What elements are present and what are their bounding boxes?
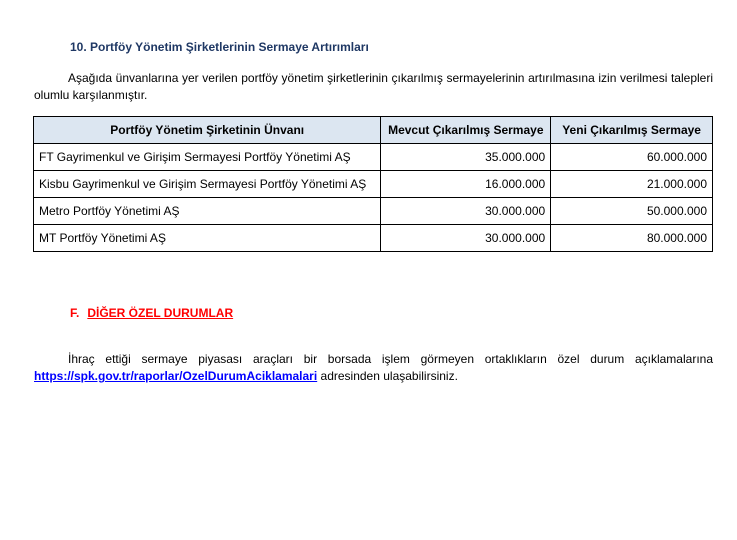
table-row <box>34 198 713 225</box>
table-row <box>34 171 713 198</box>
column-header-new-capital: Yeni Çıkarılmış Sermaye <box>551 117 713 144</box>
section-f-title: DİĞER ÖZEL DURUMLAR <box>87 306 234 320</box>
company-name-cell: Metro Portföy Yönetimi AŞ <box>34 198 381 225</box>
new-capital-cell: 80.000.000 <box>551 225 713 252</box>
section-10-paragraph: Aşağıda ünvanlarına yer verilen portföy yönetim şirketlerinin çıkarılmış sermayelerinin artırılmasına izin verilmesi talepleri olumlu karşılanmıştır. <box>34 71 713 102</box>
current-capital-cell: 30.000.000 <box>381 198 551 225</box>
section-f-text-after: adresinden ulaşabilirsiniz. <box>317 369 458 383</box>
company-name-cell: FT Gayrimenkul ve Girişim Sermayesi Portföy Yönetimi AŞ <box>34 144 381 171</box>
section-f-letter: F. <box>70 306 80 320</box>
new-capital-cell: 50.000.000 <box>551 198 713 225</box>
current-capital-cell: 35.000.000 <box>381 144 551 171</box>
section-f-text-before: İhraç ettiği sermaye piyasası araçları bir borsada işlem görmeyen ortaklıkların özel durum açıklamalarına <box>68 352 713 366</box>
section-f-paragraph <box>34 351 713 385</box>
current-capital-cell: 30.000.000 <box>381 225 551 252</box>
new-capital-cell: 60.000.000 <box>551 144 713 171</box>
current-capital-cell: 16.000.000 <box>381 171 551 198</box>
table-header-row <box>34 117 713 144</box>
column-header-current-capital: Mevcut Çıkarılmış Sermaye <box>381 117 551 144</box>
company-name-cell: Kisbu Gayrimenkul ve Girişim Sermayesi Portföy Yönetimi AŞ <box>34 171 381 198</box>
capital-increase-table <box>33 116 713 252</box>
special-disclosures-link[interactable]: https://spk.gov.tr/raporlar/OzelDurumAciklamalari <box>34 369 318 383</box>
table-row <box>34 144 713 171</box>
column-header-company: Portföy Yönetim Şirketinin Ünvanı <box>34 117 381 144</box>
table-row <box>34 225 713 252</box>
company-name-cell: MT Portföy Yönetimi AŞ <box>34 225 381 252</box>
section-10-heading: 10. Portföy Yönetim Şirketlerinin Sermaye Artırımları <box>70 40 369 54</box>
new-capital-cell: 21.000.000 <box>551 171 713 198</box>
section-f-heading <box>70 306 233 320</box>
